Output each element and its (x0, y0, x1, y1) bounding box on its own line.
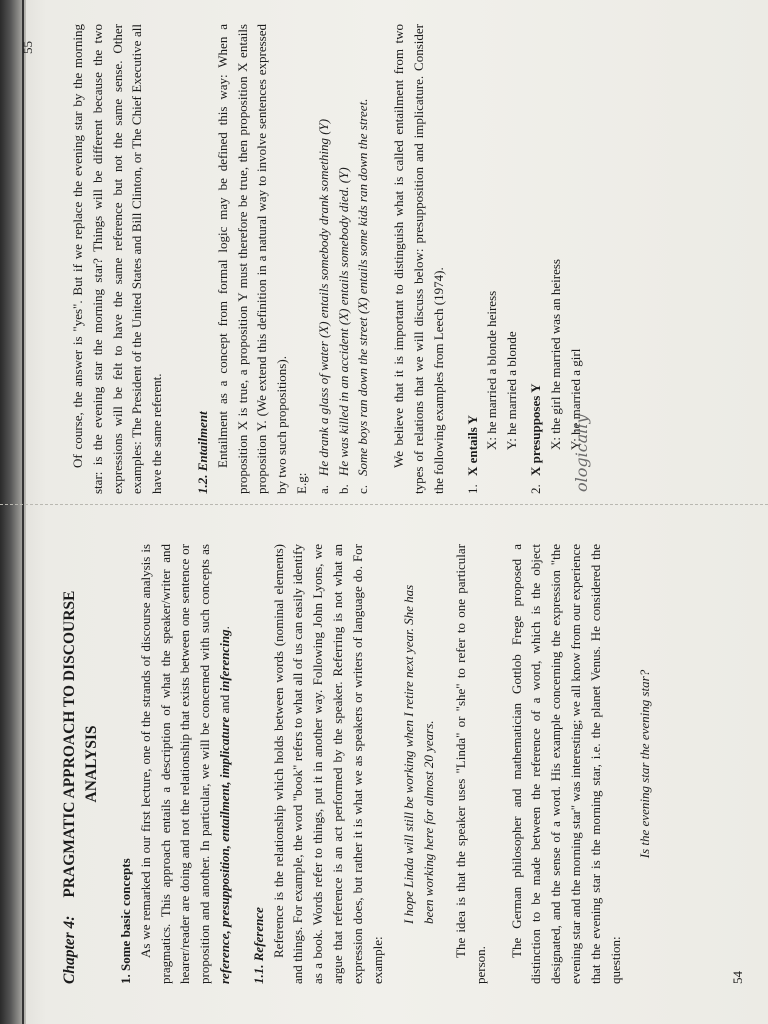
paragraph-frege: The German philosopher and mathematician Gottlob Frege proposed a distinction to be made between the reference of a word, which is the object designated, and the sense of a word. His example concerning the expression "the evening star and the morning star" was interesting; we all know from our experience that the evening star is the morning star, i.e. the planet Venus. He considered the question: (508, 544, 623, 984)
paragraph-entailment: Entailment as a concept from formal logic may be defined this way: When a proposition X is true, a proposition Y must therefore be true, then proposition X entails proposition Y. (We extend this definition in a natural way to involve sentences expressed by two such propositions). (214, 24, 290, 494)
relation-line: Y: he married a girl (567, 348, 583, 450)
section-heading: 1. Some basic concepts (118, 858, 133, 984)
key-terms: reference, presupposition, entailment, implicature (216, 716, 232, 984)
relation-2 (526, 24, 546, 494)
paragraph-answer: Of course, the answer is "yes". But if we replace the evening star by the morning star: is the evening star the morning star? Things will be different because the two expressions will be felt to have the same reference but not the same sense. Other examples: The President of the United States and Bill Clinton, or The Chief Executive all have the same referent. (70, 24, 165, 494)
list-marker: 2. (527, 484, 543, 494)
list-marker: 1. (464, 484, 480, 494)
page-number-right: 55 (20, 41, 35, 54)
subsection-heading-reference: 1.1. Reference (250, 907, 266, 984)
example-text: He drank a glass of water (X) entails somebody drank something (Y) (315, 118, 331, 476)
list-marker: a. (315, 484, 331, 494)
example-text: Some boys ran down the street (X) entails some kids ran down the street. (355, 98, 371, 476)
example-text: He was killed in an accident (X) entails somebody died. (Y) (335, 167, 351, 476)
relation-name: X presupposes Y (527, 383, 543, 476)
left-page (0, 544, 768, 984)
page-number-left: 54 (730, 971, 745, 984)
entailment-examples (314, 24, 373, 494)
subsection-heading-entailment: 1.2. Entailment (194, 411, 210, 494)
text-run: and (216, 691, 232, 717)
list-item (353, 24, 373, 494)
handwritten-note: ologically (572, 414, 591, 492)
relation-title (463, 24, 483, 494)
right-page (0, 24, 768, 494)
paragraph-basic-concepts (136, 544, 235, 984)
relation-1 (463, 24, 483, 494)
paragraph-idea: The idea is that the speaker uses "Linda" or "she" to refer to one particular person. (452, 544, 488, 984)
relation-line: X: the girl he married was an heiress (547, 259, 563, 450)
chapter-heading (60, 544, 80, 984)
question-line: Is the evening star the evening star? (637, 669, 653, 859)
relation-line: Y: he married a blonde (504, 331, 520, 450)
list-marker: b. (335, 484, 351, 494)
chapter-label: Chapter 4: (61, 915, 78, 984)
chapter-title: PRAGMATIC APPROACH TO DISCOURSE (61, 590, 78, 898)
relation-title (526, 24, 546, 494)
paragraph-distinguish: We believe that it is important to distinguish what is called entailment from two types of relations that we will discuss below: presupposition and implicature. Consider the following examples from Leech (1974). (391, 24, 446, 494)
text-run: As we remarked in our first lecture, one of the strands of discourse analysis is pragmatics. This approach entails a description of what the speaker/writer and hearer/reader are doing and not the relationship that exists between one sentence or proposition and another. In particular, we will be concerned with such concepts as (137, 544, 213, 984)
chapter-title-line2: ANALYSIS (83, 725, 100, 803)
eg-label: E.g: (293, 472, 309, 494)
paragraph-reference: Reference is the relationship which holds between words (nominal elements) and things. For example, the word "book" refers to what all of us can easily identify as a book. Words refer to things, put it in another way. Following John Lyons, we argue that reference is an act performed by the speaker. Referring is not what an expression does, but rather it is what we as speakers or writers of language do. For example: (270, 544, 385, 984)
right-page-text (68, 24, 585, 494)
list-marker: c. (355, 484, 371, 494)
relation-line: X: he married a blonde heiress (484, 290, 500, 450)
example-quote: I hope Linda will still be working when I retire next year. She has been working here for almost 20 years. (401, 584, 437, 924)
relation-name: X entails Y (464, 415, 480, 476)
text-run: . (216, 626, 232, 630)
key-term-inferencing: inferencing (216, 629, 232, 692)
list-item (334, 24, 354, 494)
left-page-text (60, 544, 655, 984)
list-item (314, 24, 334, 494)
